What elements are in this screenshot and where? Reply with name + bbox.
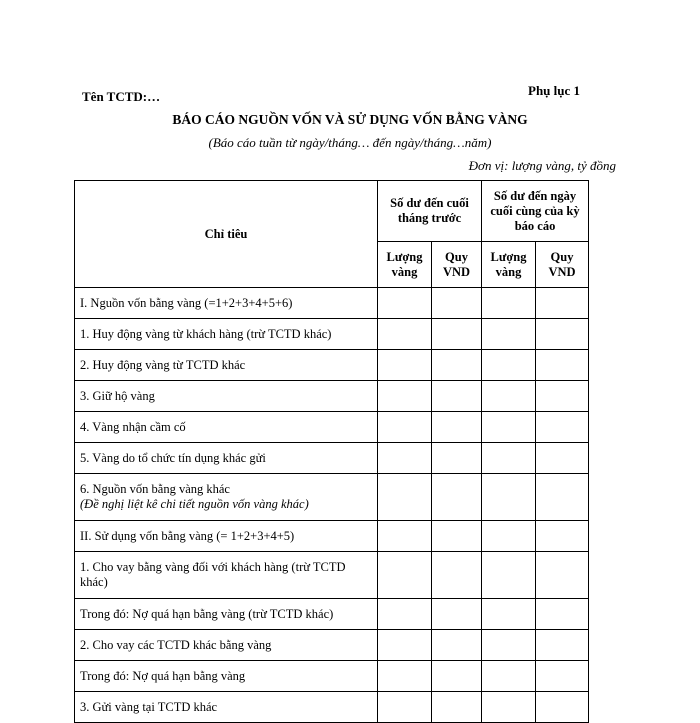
empty-cell [432,443,482,474]
empty-cell [378,319,432,350]
empty-cell [432,630,482,661]
unit-label: Đơn vị: lượng vàng, tỷ đồng [468,158,616,173]
empty-cell [378,412,432,443]
empty-cell [482,288,536,319]
row-label: 1. Huy động vàng từ khách hàng (trừ TCTD khác) [75,319,378,350]
empty-cell [536,381,589,412]
table-row [75,412,589,443]
empty-cell [536,474,589,521]
table-row [75,521,589,552]
empty-cell [378,350,432,381]
empty-cell [432,552,482,599]
empty-cell [378,288,432,319]
empty-cell [378,661,432,692]
empty-cell [432,521,482,552]
row-label: II. Sử dụng vốn bằng vàng (= 1+2+3+4+5) [75,521,378,552]
empty-cell [536,412,589,443]
empty-cell [536,599,589,630]
table-row [75,599,589,630]
empty-cell [482,521,536,552]
report-table [74,180,589,723]
table-row [75,288,589,319]
empty-cell [536,443,589,474]
empty-cell [482,381,536,412]
row-label-text: 6. Nguồn vốn bằng vàng khác [80,482,230,496]
empty-cell [536,661,589,692]
row-label: 2. Huy động vàng từ TCTD khác [75,350,378,381]
row-label: 3. Gửi vàng tại TCTD khác [75,692,378,723]
empty-cell [378,552,432,599]
vnd-equivalent-header: Quy VND [432,242,482,288]
empty-cell [432,599,482,630]
empty-cell [482,630,536,661]
empty-cell [378,521,432,552]
empty-cell [432,474,482,521]
empty-cell [432,692,482,723]
empty-cell [432,288,482,319]
table-row [75,661,589,692]
gold-quantity-header: Lượng vàng [378,242,432,288]
table-row [75,381,589,412]
indicator-header: Chỉ tiêu [75,181,378,288]
empty-cell [482,412,536,443]
empty-cell [432,319,482,350]
empty-cell [482,599,536,630]
row-note: (Đề nghị liệt kê chi tiết nguồn vốn vàng khác) [80,497,309,511]
row-label [75,474,378,521]
empty-cell [482,443,536,474]
empty-cell [378,630,432,661]
report-subtitle: (Báo cáo tuần từ ngày/tháng… đến ngày/tháng…năm) [208,135,492,150]
empty-cell [378,692,432,723]
gold-quantity-header: Lượng vàng [482,242,536,288]
empty-cell [378,443,432,474]
table-row [75,319,589,350]
row-label: I. Nguồn vốn bằng vàng (=1+2+3+4+5+6) [75,288,378,319]
empty-cell [378,599,432,630]
table-row [75,474,589,521]
appendix-label: Phụ lục 1 [528,83,581,98]
table-row [75,630,589,661]
previous-month-balance-header: Số dư đến cuối tháng trước [378,181,482,242]
empty-cell [432,381,482,412]
report-title: BÁO CÁO NGUỒN VỐN VÀ SỬ DỤNG VỐN BẰNG VÀNG [172,112,528,127]
empty-cell [378,474,432,521]
empty-cell [378,381,432,412]
row-label: 4. Vàng nhận cầm cố [75,412,378,443]
table-row [75,350,589,381]
empty-cell [482,661,536,692]
empty-cell [536,319,589,350]
empty-cell [536,630,589,661]
row-label: 3. Giữ hộ vàng [75,381,378,412]
row-label: Trong đó: Nợ quá hạn bằng vàng (trừ TCTD khác) [75,599,378,630]
row-label: 5. Vàng do tổ chức tín dụng khác gửi [75,443,378,474]
empty-cell [432,350,482,381]
empty-cell [536,521,589,552]
empty-cell [536,692,589,723]
empty-cell [536,552,589,599]
table-row [75,692,589,723]
credit-institution-name: Tên TCTD:… [82,89,161,104]
row-label: 2. Cho vay các TCTD khác bằng vàng [75,630,378,661]
vnd-equivalent-header: Quy VND [536,242,589,288]
empty-cell [432,661,482,692]
empty-cell [432,412,482,443]
empty-cell [482,319,536,350]
period-end-balance-header: Số dư đến ngày cuối cùng của kỳ báo cáo [482,181,589,242]
table-row [75,443,589,474]
table-row [75,552,589,599]
empty-cell [482,692,536,723]
empty-cell [482,552,536,599]
empty-cell [482,474,536,521]
empty-cell [536,288,589,319]
empty-cell [536,350,589,381]
row-label: Trong đó: Nợ quá hạn bằng vàng [75,661,378,692]
row-label: 1. Cho vay bằng vàng đối với khách hàng (trừ TCTD khác) [75,552,378,599]
empty-cell [482,350,536,381]
